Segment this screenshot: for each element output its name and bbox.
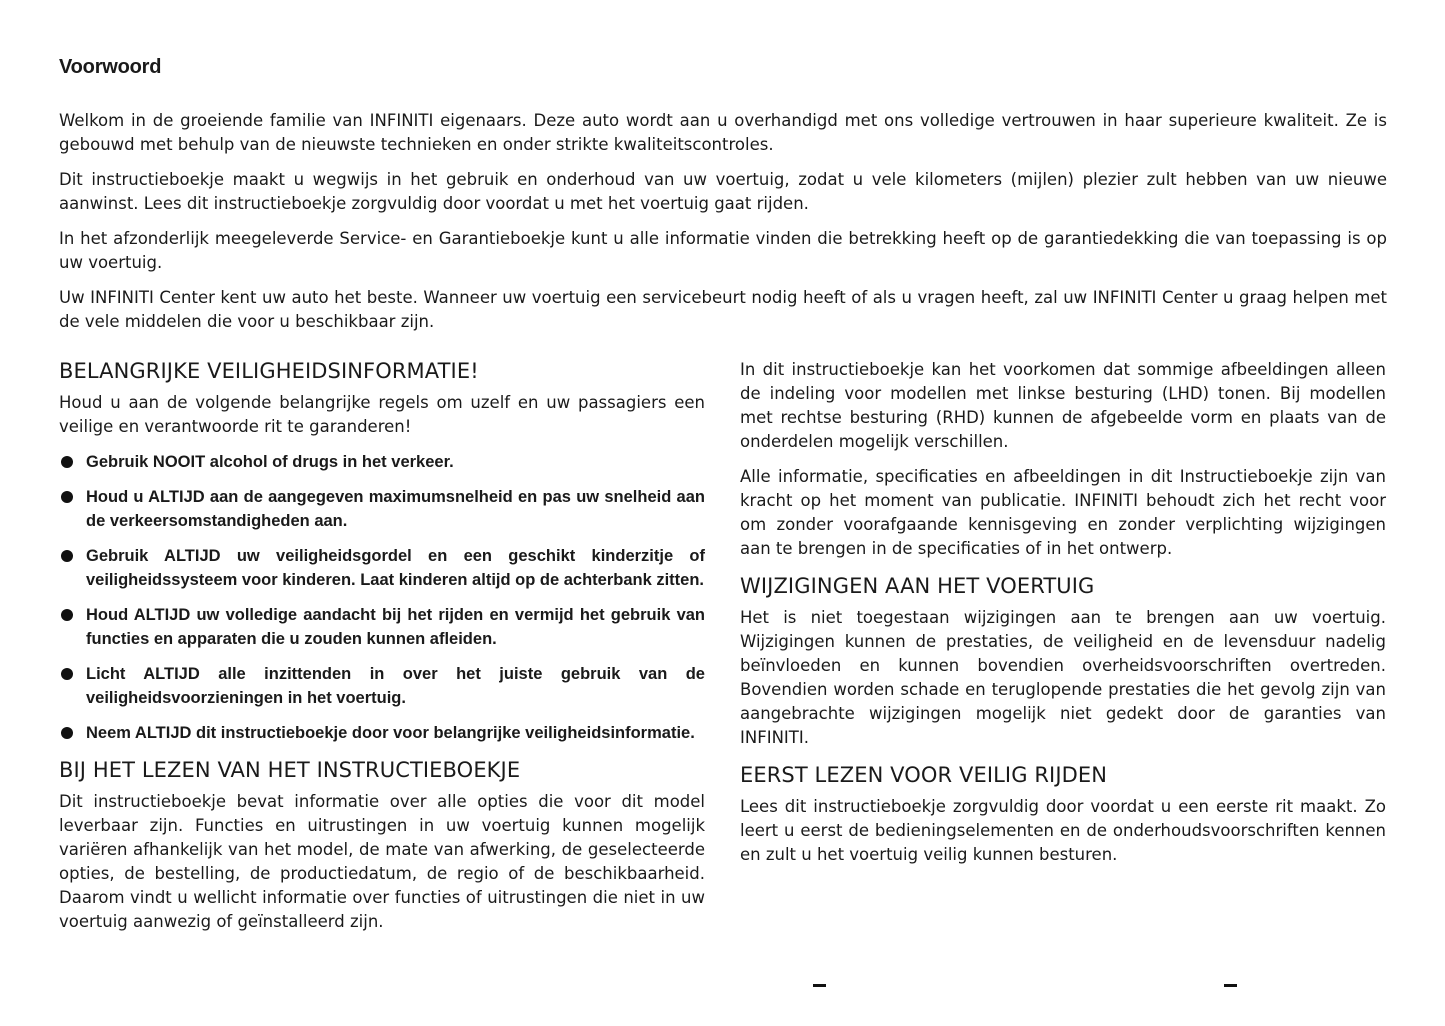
bullet-icon: [61, 668, 73, 680]
right-column: [740, 358, 1386, 878]
safety-list-item: [59, 721, 705, 745]
safety-list-item: [59, 485, 705, 533]
intro-paragraph: Dit instructieboekje maakt u wegwijs in het gebruik en onderhoud van uw voertuig, zodat u vele kilometers (mijlen) plezier zult hebben van uw nieuwe aanwinst. Lees dit instructieboekje zorgvuldig door voordat u met het voertuig gaat rijden.: [59, 170, 1387, 213]
intro-paragraph: Uw INFINITI Center kent uw auto het beste. Wanneer uw voertuig een servicebeurt nodig heeft of als u vragen heeft, zal uw INFINITI Center u graag helpen met de vele middelen die voor u beschikbaar zijn.: [59, 288, 1387, 331]
bullet-icon: [61, 550, 73, 562]
intro-paragraph: Welkom in de groeiende familie van INFINITI eigenaars. Deze auto wordt aan u overhandigd met ons volledige vertrouwen in haar superieure kwaliteit. Ze is gebouwd met behulp van de nieuwste technieken en onder strikte kwaliteitscontroles.: [59, 111, 1387, 154]
safety-list: [59, 450, 705, 745]
bullet-icon: [61, 456, 73, 468]
bullet-icon: [61, 609, 73, 621]
safety-list-item: [59, 450, 705, 474]
first-read-paragraph: Lees dit instructieboekje zorgvuldig door voordat u een eerste rit maakt. Zo leert u eerst de bedieningselementen en de onderhoudsvoorschriften kennen en zult u het voertuig veilig kunnen besturen.: [740, 797, 1386, 864]
bullet-icon: [61, 727, 73, 739]
safety-item-text: Neem ALTIJD dit instructieboekje door voor belangrijke veiligheidsinformatie.: [86, 724, 695, 742]
safety-list-item: [59, 544, 705, 592]
safety-lead: Houd u aan de volgende belangrijke regels om uzelf en uw passagiers een veilige en verantwoorde rit te garanderen!: [59, 393, 705, 436]
safety-item-text: Gebruik NOOIT alcohol of drugs in het verkeer.: [86, 453, 454, 471]
safety-heading: BELANGRIJKE VEILIGHEIDSINFORMATIE!: [59, 359, 479, 383]
intro-paragraph: In het afzonderlijk meegeleverde Service- en Garantieboekje kunt u alle informatie vinden die betrekking heeft op de garantiedekking die van toepassing is op uw voertuig.: [59, 229, 1387, 272]
safety-item-text: Licht ALTIJD alle inzittenden in over het juiste gebruik van de veiligheidsvoorzieningen in het voertuig.: [86, 665, 705, 707]
page-mark-left: [813, 984, 826, 987]
safety-item-text: Houd u ALTIJD aan de aangegeven maximumsnelheid en pas uw snelheid aan de verkeersomstandigheden aan.: [86, 488, 705, 530]
page-mark-right: [1224, 984, 1237, 987]
safety-list-item: [59, 603, 705, 651]
modifications-paragraph: Het is niet toegestaan wijzigingen aan te brengen aan uw voertuig. Wijzigingen kunnen de prestaties, de veiligheid en de levensduur nadelig beïnvloeden en kunnen bovendien overheidsvoorschriften overtreden. Bovendien worden schade en teruglopende prestaties die het gevolg zijn van aangebrachte wijzigingen mogelijk niet gedekt door de garanties van INFINITI.: [740, 608, 1386, 747]
publication-paragraph: Alle informatie, specificaties en afbeeldingen in dit Instructieboekje zijn van kracht op het moment van publicatie. INFINITI behoudt zich het recht voor om zonder voorafgaande kennisgeving en zonder verplichting wijzigingen aan te brengen in de specificaties of in het ontwerp.: [740, 467, 1386, 558]
reading-heading: BIJ HET LEZEN VAN HET INSTRUCTIEBOEKJE: [59, 758, 521, 782]
safety-item-text: Houd ALTIJD uw volledige aandacht bij het rijden en vermijd het gebruik van functies en apparaten die u zouden kunnen afleiden.: [86, 606, 705, 648]
page-title: Voorwoord: [59, 56, 162, 78]
reading-paragraph: Dit instructieboekje bevat informatie over alle opties die voor dit model leverbaar zijn. Functies en uitrustingen in uw voertuig kunnen mogelijk variëren afhankelijk van het model, de mate van afwerking, de geselecteerde opties, de bestelling, de productiedatum, de regio of de beschikbaarheid. Daarom vindt u wellicht informatie over functies of uitrustingen die niet in uw voertuig aanwezig of geïnstalleerd zijn.: [59, 792, 705, 931]
first-read-heading: EERST LEZEN VOOR VEILIG RIJDEN: [740, 763, 1108, 787]
left-column: [59, 357, 705, 945]
intro-section: [59, 109, 1387, 345]
bullet-icon: [61, 491, 73, 503]
safety-list-item: [59, 662, 705, 710]
safety-item-text: Gebruik ALTIJD uw veiligheidsgordel en een geschikt kinderzitje of veiligheidssysteem voor kinderen. Laat kinderen altijd op de achterbank zitten.: [86, 547, 705, 589]
lhd-paragraph: In dit instructieboekje kan het voorkomen dat sommige afbeeldingen alleen de indeling voor modellen met linkse besturing (LHD) tonen. Bij modellen met rechtse besturing (RHD) kunnen de afgebeelde vorm en plaats van de onderdelen mogelijk verschillen.: [740, 360, 1386, 451]
modifications-heading: WIJZIGINGEN AAN HET VOERTUIG: [740, 574, 1095, 598]
